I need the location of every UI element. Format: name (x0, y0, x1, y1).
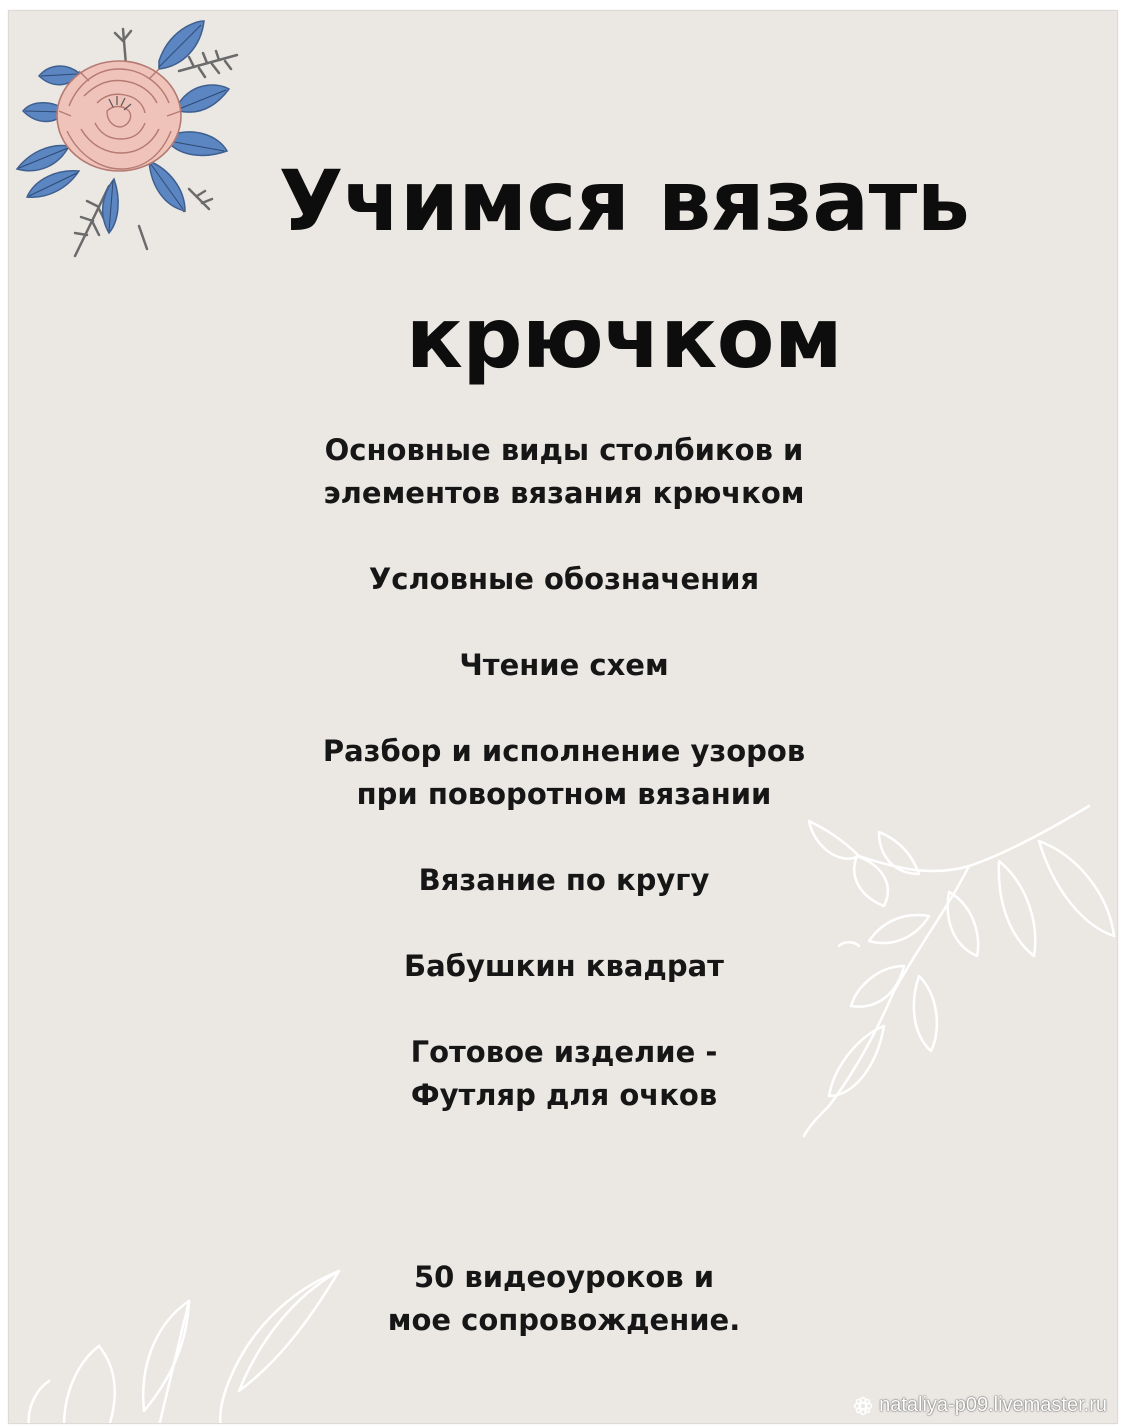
list-item (269, 730, 859, 816)
list-item (269, 945, 859, 988)
list-item-line-2: при поворотном вязании (356, 777, 772, 811)
title-line-1: Учимся вязать (278, 152, 970, 250)
footer-line-1: 50 видеоуроков и (413, 1260, 715, 1294)
list-item (269, 644, 859, 687)
list-item (269, 429, 859, 515)
leaf-branch-icon (799, 796, 1118, 1141)
list-item (269, 558, 859, 601)
list-item-line-1: Основные виды столбиков и (324, 433, 804, 467)
list-item-line-1: Условные обозначения (368, 562, 760, 596)
list-item-line-1: Вязание по кругу (418, 863, 710, 897)
leaf-branch-bottom-icon (9, 1261, 349, 1424)
footer-note (269, 1256, 859, 1342)
list-item-line-2: Футляр для очков (410, 1078, 718, 1112)
list-item (269, 1031, 859, 1117)
list-item-line-1: Готовое изделие - (410, 1035, 718, 1069)
flyer-page (8, 10, 1118, 1424)
list-item-line-2: элементов вязания крючком (323, 476, 805, 510)
list-item (269, 859, 859, 902)
footer-line-2: мое сопровождение. (387, 1303, 741, 1337)
list-item-line-1: Чтение схем (459, 648, 669, 682)
topics-list (269, 429, 859, 1160)
list-item-line-1: Бабушкин квадрат (404, 949, 724, 983)
title-line-2: крючком (405, 289, 843, 387)
list-item-line-1: Разбор и исполнение узоров (322, 734, 806, 768)
page-title (9, 133, 1117, 407)
watermark (853, 1394, 1107, 1417)
flower-logo-icon (853, 1396, 873, 1416)
watermark-text: nataliya-p09.livemaster.ru (879, 1394, 1107, 1416)
